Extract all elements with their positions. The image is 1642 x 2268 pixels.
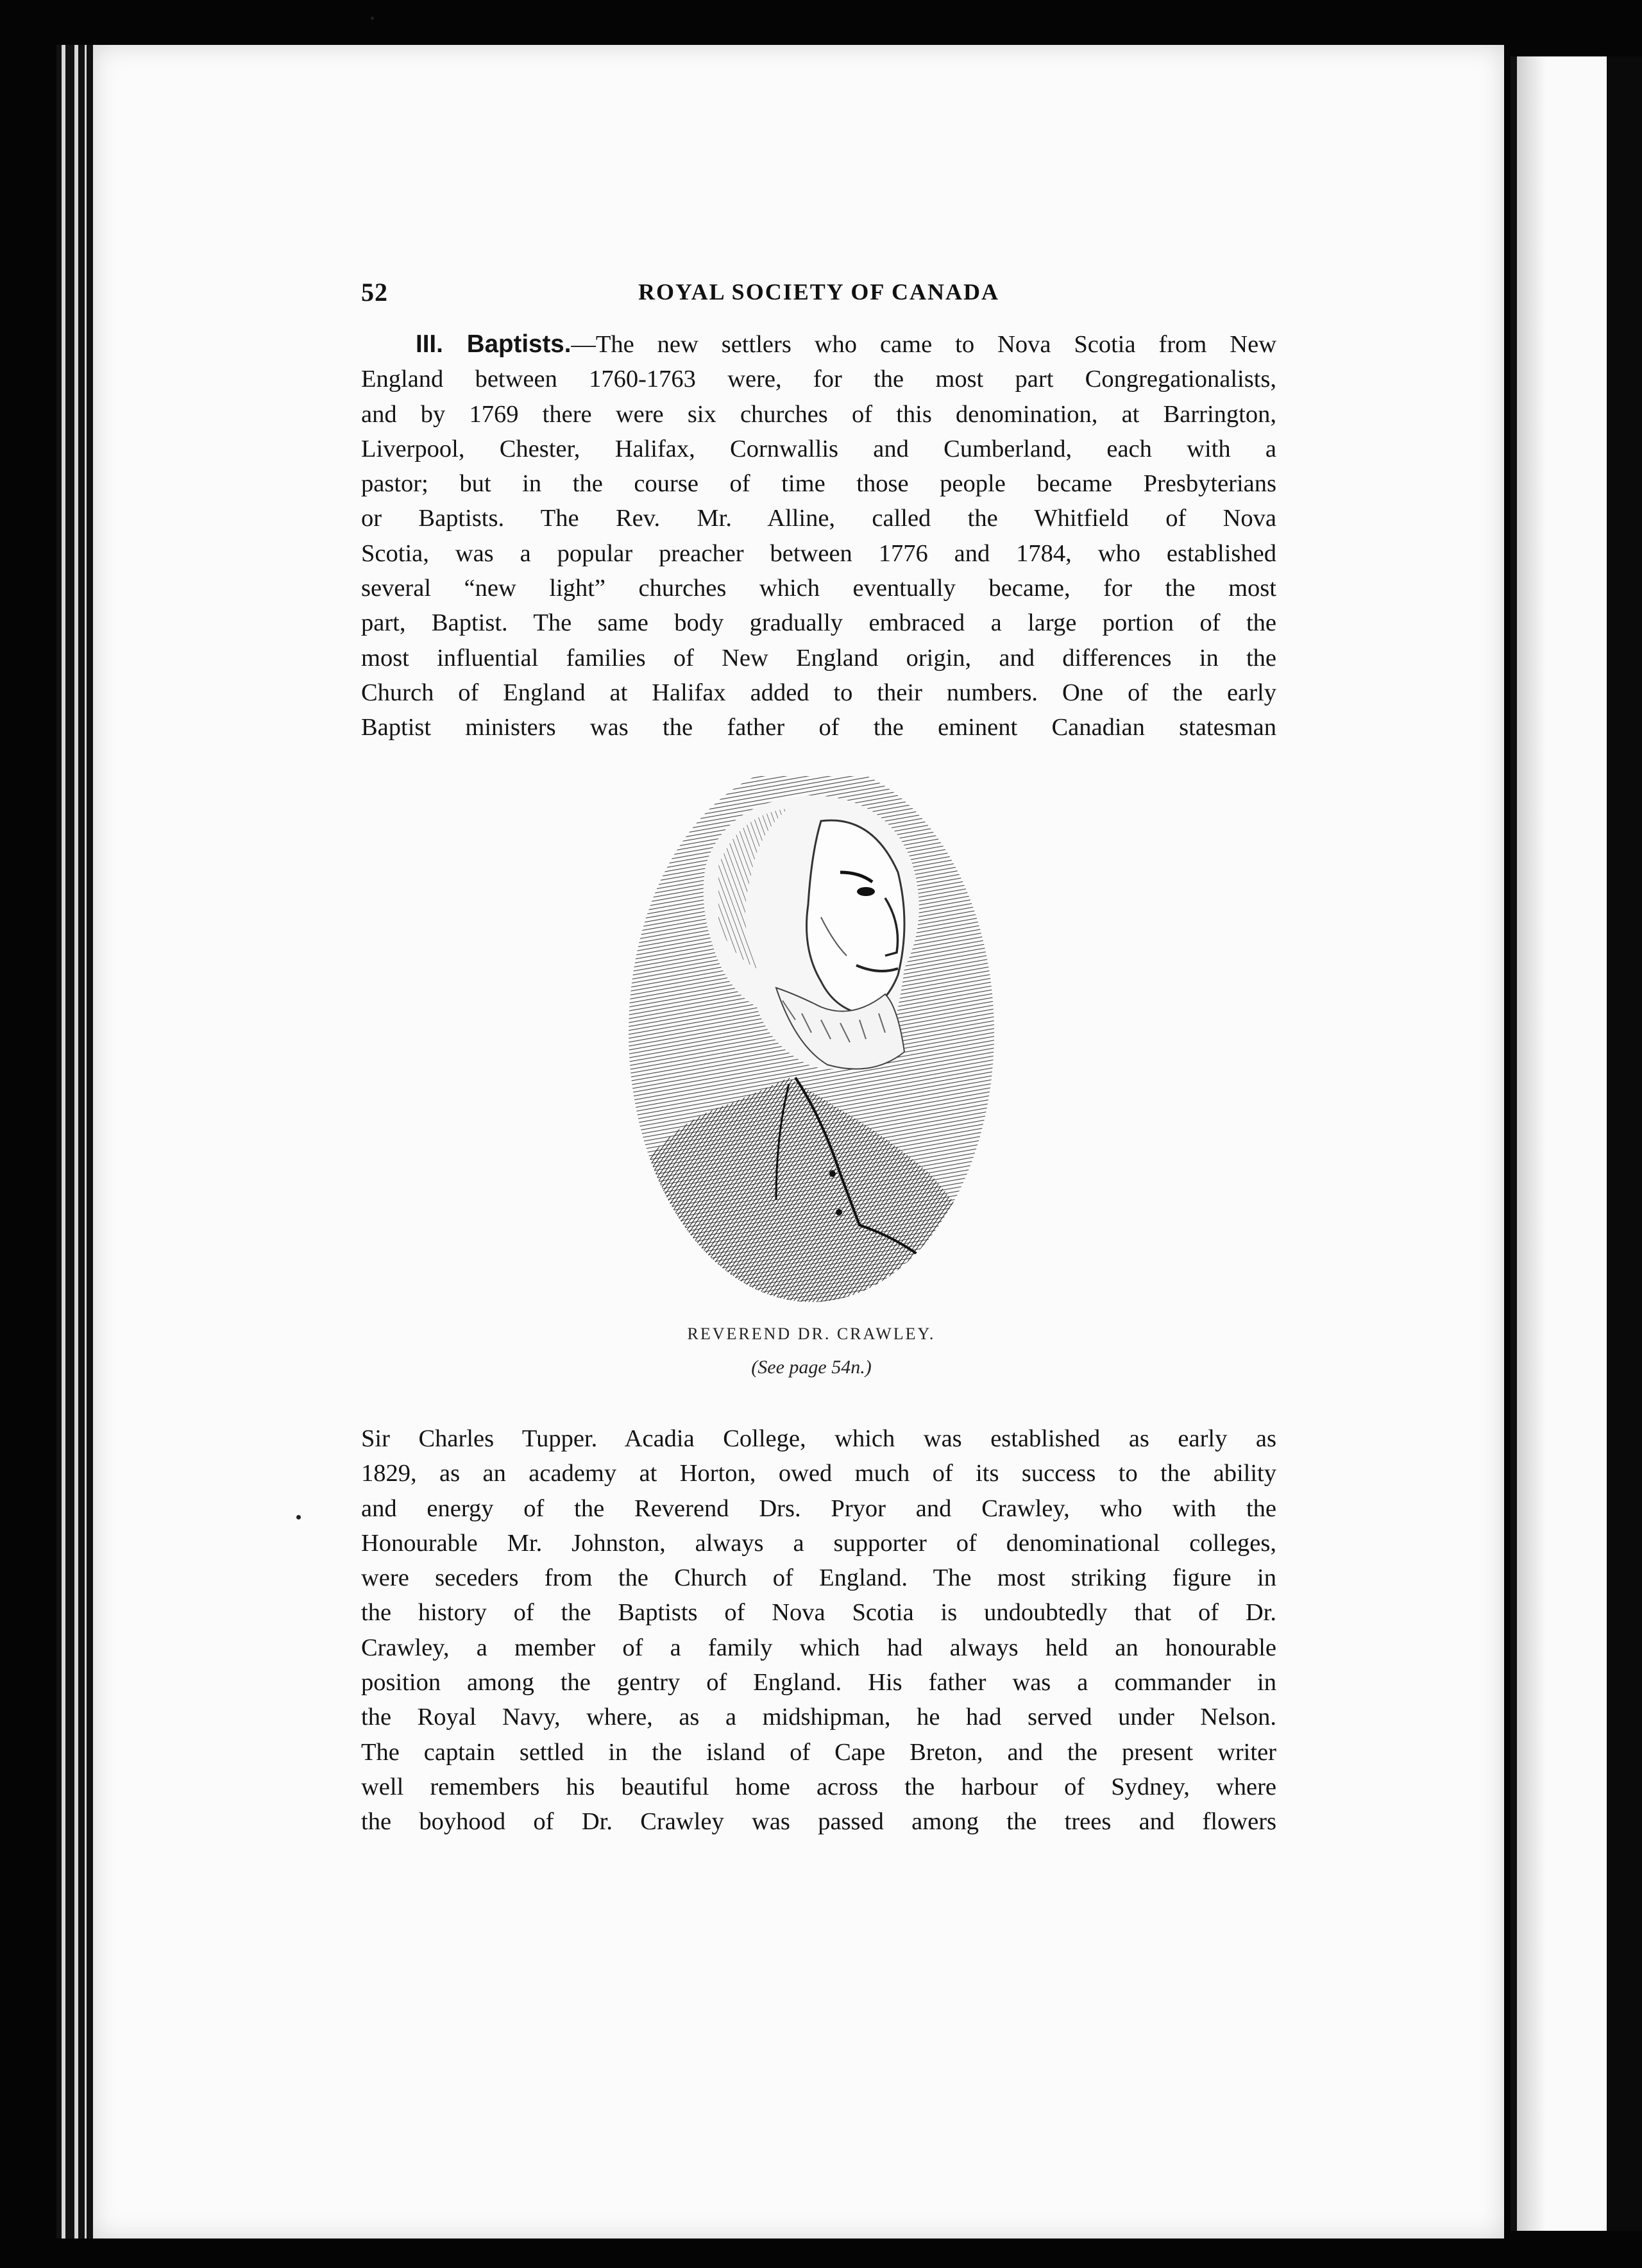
- facing-page-edge: [1511, 56, 1613, 2231]
- edge-line: [62, 45, 65, 2238]
- running-head: ROYAL SOCIETY OF CANADA: [638, 279, 1000, 305]
- figure-caption: REVEREND DR. CRAWLEY.: [687, 1324, 936, 1343]
- figure-subcaption: (See page 54n.): [751, 1357, 872, 1378]
- edge-line: [85, 45, 87, 2238]
- book-fold: [1607, 56, 1642, 2231]
- section-mark: III. Baptists.: [416, 330, 571, 358]
- text-line: and by 1769 there were six churches of this denomination, at Barrington,: [361, 400, 1276, 428]
- text-line: several “new light” churches which eventually became, for the most: [361, 575, 1276, 602]
- scan-speck: [296, 1515, 301, 1519]
- text-line: Liverpool, Chester, Halifax, Cornwallis and Cumberland, each with a: [361, 435, 1276, 462]
- paragraph-2: [361, 1421, 1276, 1840]
- paragraph-1: [361, 327, 1276, 745]
- text-line: Church of England at Halifax added to their numbers. One of the early: [361, 679, 1276, 706]
- edge-line: [74, 45, 78, 2238]
- text-line: The captain settled in the island of Cape Breton, and the present writer: [361, 1738, 1276, 1766]
- text-line: Honourable Mr. Johnston, always a supporter of denominational colleges,: [361, 1529, 1276, 1557]
- text-line-rest: —The new settlers who came to Nova Scotia from New: [571, 331, 1276, 358]
- portrait-illustration: [629, 776, 994, 1308]
- text-line: Crawley, a member of a family which had always held an honourable: [361, 1634, 1276, 1661]
- text-line: or Baptists. The Rev. Mr. Alline, called the Whitfield of Nova: [361, 505, 1276, 532]
- text-line: the boyhood of Dr. Crawley was passed among the trees and flowers: [361, 1808, 1276, 1836]
- text-line: Scotia, was a popular preacher between 1776 and 1784, who established: [361, 539, 1276, 567]
- page-header: [361, 269, 1276, 314]
- text-line: England between 1760-1763 were, for the most part Congregationalists,: [361, 366, 1276, 393]
- portrait-engraving: [629, 776, 994, 1308]
- page-number: 52: [361, 277, 388, 307]
- text-line: the Royal Navy, where, as a midshipman, he had served under Nelson.: [361, 1704, 1276, 1731]
- text-line: the history of the Baptists of Nova Scotia is undoubtedly that of Dr.: [361, 1599, 1276, 1627]
- text-line: [361, 327, 1276, 362]
- text-line: position among the gentry of England. His father was a commander in: [361, 1669, 1276, 1697]
- text-line: well remembers his beautiful home across the harbour of Sydney, where: [361, 1773, 1276, 1800]
- text-line: part, Baptist. The same body gradually embraced a large portion of the: [361, 609, 1276, 637]
- page-shadow: [1517, 56, 1546, 2231]
- text-line: were seceders from the Church of England. The most striking figure in: [361, 1564, 1276, 1592]
- text-line: and energy of the Reverend Drs. Pryor and Crawley, who with the: [361, 1494, 1276, 1522]
- text-line: Baptist ministers was the father of the eminent Canadian statesman: [361, 714, 1276, 741]
- text-line: 1829, as an academy at Horton, owed much of its success to the ability: [361, 1460, 1276, 1487]
- text-line: most influential families of New England origin, and differences in the: [361, 644, 1276, 672]
- text-line: pastor; but in the course of time those people became Presbyterians: [361, 470, 1276, 498]
- text-line: Sir Charles Tupper. Acadia College, which was established as early as: [361, 1425, 1276, 1452]
- scan-speck: [371, 17, 374, 20]
